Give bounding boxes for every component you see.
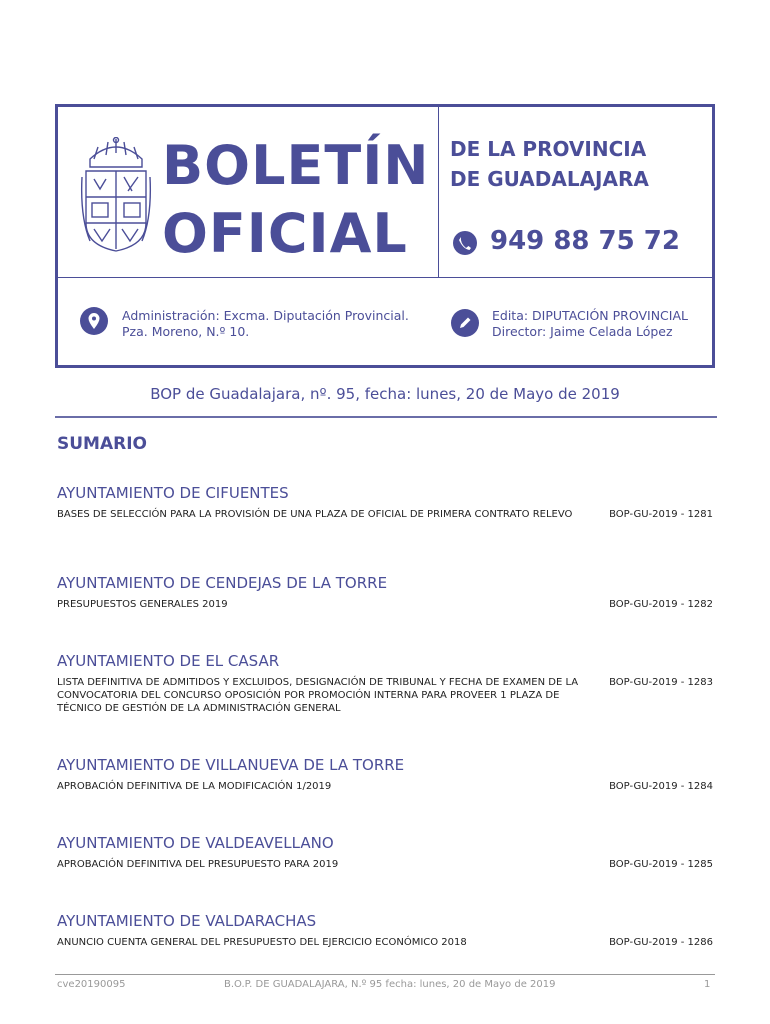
editor-line-2: Director: Jaime Celada López [492,324,673,339]
sumario-heading: SUMARIO [57,434,147,454]
list-item [57,834,713,871]
entry-title: AYUNTAMIENTO DE VALDARACHAS [57,912,317,930]
title-oficial: OFICIAL [162,202,408,265]
vertical-divider [438,107,439,277]
masthead [55,104,715,368]
editor-line-1: Edita: DIPUTACIÓN PROVINCIAL [492,308,688,323]
list-item [57,574,713,611]
location-pin-icon [80,307,108,335]
entry-title: AYUNTAMIENTO DE CENDEJAS DE LA TORRE [57,574,388,592]
province-line-2: DE GUADALAJARA [450,167,649,191]
issue-divider [55,416,717,418]
entry-title: AYUNTAMIENTO DE CIFUENTES [57,484,289,502]
entry-description: BASES DE SELECCIÓN PARA LA PROVISIÓN DE UNA PLAZA DE OFICIAL DE PRIMERA CONTRATO RELEVO [57,509,573,520]
entry-title: AYUNTAMIENTO DE VILLANUEVA DE LA TORRE [57,756,405,774]
phone-number: 949 88 75 72 [490,226,680,256]
list-item [57,756,713,793]
entry-description: APROBACIÓN DEFINITIVA DE LA MODIFICACIÓN 1/2019 [57,781,332,792]
entry-code[interactable]: BOP-GU-2019 - 1284 [609,781,713,792]
footer-divider [55,974,715,975]
entry-code[interactable]: BOP-GU-2019 - 1286 [609,937,713,948]
masthead-top [58,107,712,277]
title-boletin: BOLETÍN [162,134,430,197]
entry-description: PRESUPUESTOS GENERALES 2019 [57,599,228,610]
list-item [57,484,713,521]
entry-description: APROBACIÓN DEFINITIVA DEL PRESUPUESTO PARA 2019 [57,859,339,870]
coat-of-arms-icon [80,137,152,255]
entry-code[interactable]: BOP-GU-2019 - 1283 [609,677,713,688]
entry-code[interactable]: BOP-GU-2019 - 1282 [609,599,713,610]
phone-icon [453,231,477,255]
pencil-icon [451,309,479,337]
entry-description: ANUNCIO CUENTA GENERAL DEL PRESUPUESTO DEL EJERCICIO ECONÓMICO 2018 [57,937,467,948]
entry-code[interactable]: BOP-GU-2019 - 1281 [609,509,713,520]
list-item [57,912,713,949]
list-item [57,652,713,715]
entry-description: LISTA DEFINITIVA DE ADMITIDOS Y EXCLUIDOS, DESIGNACIÓN DE TRIBUNAL Y FECHA DE EXAMEN DE LA CONVOCATORIA DEL CONCURSO OPOSICIÓN POR PROMOCIÓN INTERNA PARA PROVEER 1 PLAZA DE TÉCNICO DE GESTIÓN DE LA ADMINISTRACIÓN GENERAL [57,677,579,714]
footer-page-number: 1 [704,979,711,990]
admin-address-line-1: Administración: Excma. Diputación Provincial. [122,308,409,323]
issue-line: BOP de Guadalajara, nº. 95, fecha: lunes, 20 de Mayo de 2019 [150,385,620,403]
entry-code[interactable]: BOP-GU-2019 - 1285 [609,859,713,870]
entry-title: AYUNTAMIENTO DE VALDEAVELLANO [57,834,334,852]
entry-title: AYUNTAMIENTO DE EL CASAR [57,652,280,670]
horizontal-divider [58,277,712,278]
admin-address-line-2: Pza. Moreno, N.º 10. [122,324,250,339]
footer-publication: B.O.P. DE GUADALAJARA, N.º 95 fecha: lunes, 20 de Mayo de 2019 [224,979,556,990]
province-line-1: DE LA PROVINCIA [450,137,647,161]
footer-cve: cve20190095 [57,979,126,990]
